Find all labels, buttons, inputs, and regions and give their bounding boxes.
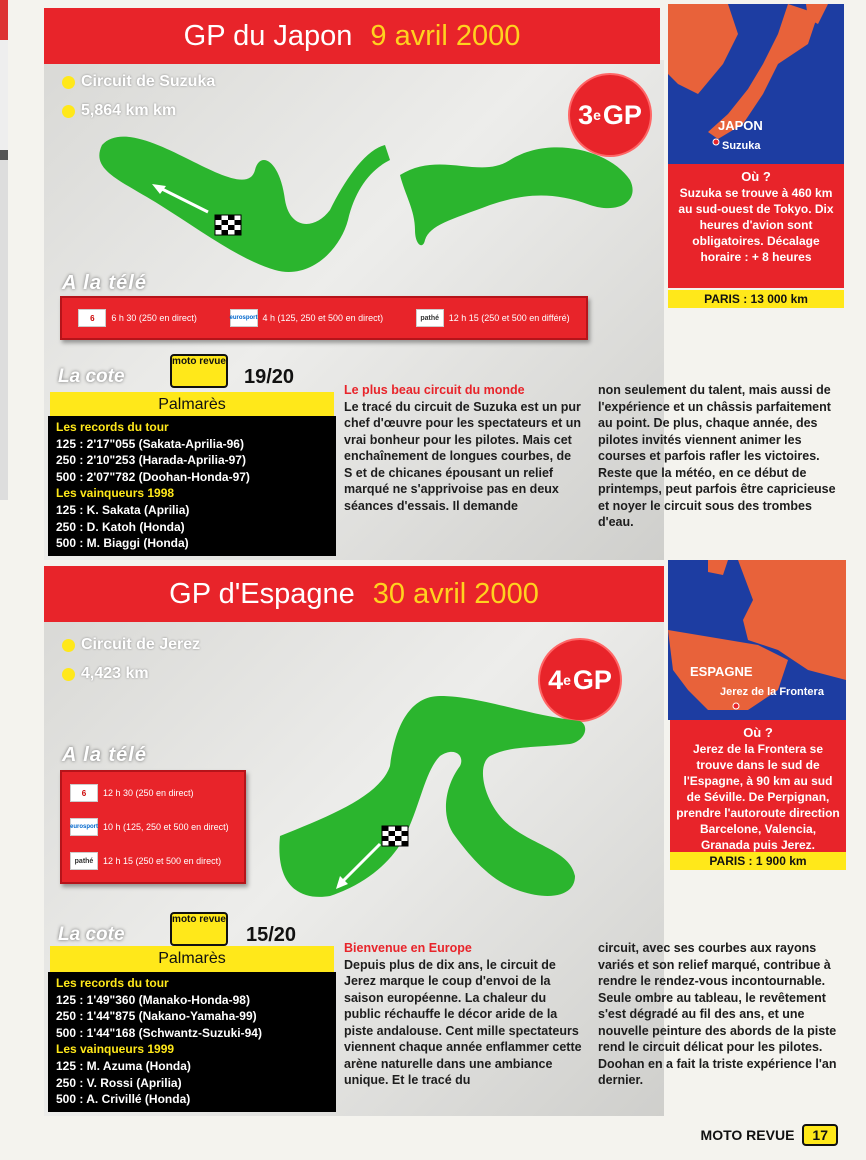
map-land-shape [708,560,728,575]
bullet-dot-icon [62,668,75,681]
gp2-text-col1: Bienvenue en Europe Depuis plus de dix ans, le circuit de Jerez marque le coup d'envoi de la saison européenne. La chaleur du public réchauffe le décor aride de la piste andalouse. Cent mille spectateurs viennent chaque année enflammer cette arène naturelle dans une ambiance unique. Et le tracé du [344,941,582,1087]
gp2-map-city: Jerez de la Frontera [720,686,824,698]
gp1-circuit: Circuit de Suzuka [62,73,215,91]
gp1-tv-schedule [60,296,588,340]
gp2-text-col2: circuit, avec ses courbes aux rayons variés et son relief marqué, contribue à rendre le rendez-vous incontournable. Seule ombre au tableau, le revêtement s'est dégradé au fil des ans, et une nouvelle peinture des abords de la piste rend le circuit délicat pour les pilotes. Doohan en a fait la triste expérience l'an dernier. [598,941,837,1087]
gp2-records-title: Les records du tour [56,976,169,990]
gp1-text-col1: Le plus beau circuit du monde Le tracé du circuit de Suzuka est un pur chef d'œuvre pour les spectateurs et un vrai bonheur pour les pilotes. Mais cet enchaînement de longues courbes, de S et de chicanes épousant un relief marqué ne s'apprivoise pas en deux séances d'essais. Il demande [344,383,582,513]
left-edge-strip [0,0,8,500]
gp1-winner-250: 250 : D. Katoh (Honda) [56,519,185,534]
gp1-cote-label: La cote [58,366,125,387]
gp2-length: 4,423 km [62,665,149,683]
gp2-winner-125: 125 : M. Azuma (Honda) [56,1058,191,1073]
gp1-record-250: 250 : 2'10"253 (Harada-Aprilia-97) [56,453,246,468]
gp2-record-500: 500 : 1'44"168 (Schwantz-Suzuki-94) [56,1025,262,1040]
gp2-cote-score: 15/20 [246,924,297,946]
gp2-record-125: 125 : 1'49"360 (Manako-Honda-98) [56,992,250,1007]
city-marker-icon [713,139,719,145]
gp1-track-map [80,120,650,290]
bullet-dot-icon [62,76,75,89]
gp1-title: GP du Japon [183,19,353,52]
city-marker-icon [733,703,739,709]
gp2-paris-distance: PARIS : 1 900 km [670,852,846,870]
tv-channel-logo-icon: eurosport [70,818,98,836]
gp1-tv-item: eurosport 4 h (125, 250 et 500 en direct) [230,309,384,327]
magazine-name: MOTO REVUE [700,1127,795,1143]
gp1-paris-distance: PARIS : 13 000 km [668,290,844,308]
gp1-tv-item: pathé 12 h 15 (250 et 500 en différé) [416,309,570,327]
gp1-map-country: JAPON [718,118,763,133]
gp2-winner-250: 250 : V. Rossi (Aprilia) [56,1075,182,1090]
gp1-map [668,4,844,164]
gp2-cote-label: La cote [58,924,125,945]
page-number: 17 [802,1124,838,1146]
gp1-info-text: Suzuka se trouve à 460 km au sud-ouest de Tokyo. Dix heures d'avion sont obligatoires. Décalage horaire : + 8 heures [678,186,834,264]
tv-channel-logo-icon: pathé [70,852,98,870]
gp2-lead: Bienvenue en Europe [344,941,472,955]
gp1-info-title: Où ? [741,169,771,184]
gp2-winners-title: Les vainqueurs 1999 [56,1042,175,1057]
checkered-flag-icon [382,826,408,846]
gp2-info-title: Où ? [743,725,773,740]
tv-channel-logo-icon: 6 [78,309,106,327]
gp1-tele-label: A la télé [62,272,147,294]
gp2-record-250: 250 : 1'44"875 (Nakano-Yamaha-99) [56,1009,257,1024]
bullet-dot-icon [62,105,75,118]
page-footer [701,1124,838,1146]
gp2-track-map [270,686,600,916]
gp2-title: GP d'Espagne [169,577,355,610]
gp2-info-box [670,720,846,852]
gp1-round-badge: 3 e GP [570,75,650,155]
gp1-length: 5,864 km km [62,102,176,120]
gp1-map-city: Suzuka [722,140,761,152]
tv-channel-logo-icon: pathé [416,309,444,327]
gp2-info-text: Jerez de la Frontera se trouve dans le sud de l'Espagne, à 90 km au sud de Séville. De Perpignan, prendre l'autoroute direction Barcelone, Valencia, Granada puis Jerez. [676,742,840,852]
jerez-track [279,696,585,897]
gp2-palmares-title: Palmarès [50,946,334,972]
moto-revue-logo-icon: moto revue [170,354,228,388]
gp1-info-box [668,164,844,288]
gp1-lead: Le plus beau circuit du monde [344,383,525,397]
gp2-tv-item: pathé 12 h 15 (250 et 500 en direct) [70,852,236,870]
checkered-flag-icon [215,215,241,235]
gp2-tv-schedule [60,770,246,884]
gp2-palmares-box [48,972,336,1112]
gp1-palmares-box [48,416,336,556]
gp2-map [668,560,846,720]
gp1-winners-title: Les vainqueurs 1998 [56,486,175,501]
gp1-date: 9 avril 2000 [370,19,521,52]
gp1-record-125: 125 : 2'17"055 (Sakata-Aprilia-96) [56,436,244,451]
gp1-text-col2: non seulement du talent, mais aussi de l'expérience et un châssis parfaitement au point. De plus, chaque année, des pilotes invités viennent animer les courses et parfois rafler les victoires. Reste que la météo, en ce début de printemps, peut parfois être capricieuse et noyer le circuit sous des trombes d'eau. [598,383,836,529]
suzuka-track-east [400,147,633,245]
gp2-round-badge: 4 e GP [540,640,620,720]
gp2-circuit: Circuit de Jerez [62,636,200,654]
gp1-record-500: 500 : 2'07"782 (Doohan-Honda-97) [56,469,250,484]
gp1-winner-500: 500 : M. Biaggi (Honda) [56,536,189,551]
tv-channel-logo-icon: eurosport [230,309,258,327]
gp2-tele-label: A la télé [62,744,147,766]
tv-channel-logo-icon: 6 [70,784,98,802]
map-land-shape [668,4,738,94]
gp1-palmares-title: Palmarès [50,392,334,418]
gp1-cote-score: 19/20 [244,366,295,388]
gp2-title-bar [44,566,664,622]
gp2-tv-item: eurosport 10 h (125, 250 et 500 en direct) [70,818,236,836]
moto-revue-logo-icon: moto revue [170,912,228,946]
bullet-dot-icon [62,639,75,652]
gp2-date: 30 avril 2000 [372,577,539,610]
gp1-tv-item: 6 6 h 30 (250 en direct) [78,309,197,327]
suzuka-track-west [99,137,390,272]
gp1-winner-125: 125 : K. Sakata (Aprilia) [56,502,190,517]
gp2-map-country: ESPAGNE [690,664,753,679]
gp2-winner-500: 500 : A. Crivillé (Honda) [56,1092,191,1107]
gp1-title-bar [44,8,660,64]
gp2-tv-item: 6 12 h 30 (250 en direct) [70,784,236,802]
gp1-records-title: Les records du tour [56,420,169,434]
